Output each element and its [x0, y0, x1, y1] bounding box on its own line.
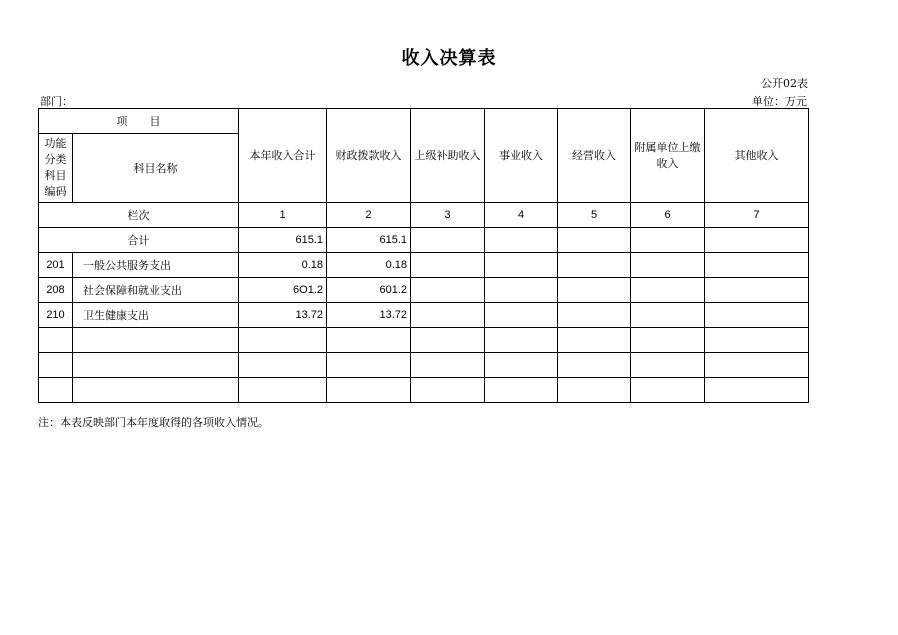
- total-label: 合计: [39, 228, 239, 253]
- table-cell: [485, 328, 558, 353]
- page-title: 收入决算表: [401, 48, 497, 69]
- header-col-affiliated: 附属单位上缴收入: [631, 109, 705, 203]
- row-code: 201: [39, 253, 73, 278]
- table-cell: 615.1: [239, 228, 327, 253]
- header-item: 项 目: [39, 109, 239, 134]
- table-cell: [631, 328, 705, 353]
- col-number: 3: [411, 203, 485, 228]
- table-cell: [411, 328, 485, 353]
- table-cell: [558, 278, 631, 303]
- header-subject-name: 科目名称: [73, 134, 239, 203]
- table-cell: [411, 278, 485, 303]
- col-number: 4: [485, 203, 558, 228]
- col-number: 6: [631, 203, 705, 228]
- table-cell: [705, 328, 809, 353]
- col-row-label: 栏次: [39, 203, 239, 228]
- table-cell: [705, 353, 809, 378]
- table-cell: [558, 353, 631, 378]
- row-name: 一般公共服务支出: [73, 253, 239, 278]
- table-row: [39, 303, 809, 328]
- table-cell: [705, 303, 809, 328]
- table-cell: [631, 303, 705, 328]
- table-row: [39, 278, 809, 303]
- col-number: 7: [705, 203, 809, 228]
- table-cell: 6O1.2: [239, 278, 327, 303]
- table-cell: [327, 353, 411, 378]
- table-row: [39, 378, 809, 403]
- table-cell: [411, 253, 485, 278]
- table-cell: [239, 353, 327, 378]
- department-label: 部门：: [40, 95, 73, 108]
- header-func-code: 功能分类科目编码: [39, 134, 73, 203]
- table-cell: [327, 328, 411, 353]
- table-cell: [239, 378, 327, 403]
- table-cell: [558, 253, 631, 278]
- table-cell: [705, 378, 809, 403]
- header-col-operating: 经营收入: [558, 109, 631, 203]
- header-col-subsidy: 上级补助收入: [411, 109, 485, 203]
- table-cell: [239, 328, 327, 353]
- form-code: 公开02表: [761, 77, 808, 90]
- table-cell: [558, 328, 631, 353]
- table-cell: [631, 253, 705, 278]
- table-cell: [485, 378, 558, 403]
- table-cell: [485, 253, 558, 278]
- col-number: 1: [239, 203, 327, 228]
- row-name: [73, 353, 239, 378]
- header-col-business: 事业收入: [485, 109, 558, 203]
- row-name: 卫生健康支出: [73, 303, 239, 328]
- table-cell: [558, 228, 631, 253]
- table-cell: [485, 353, 558, 378]
- header-col-fiscal: 财政拨款收入: [327, 109, 411, 203]
- table-cell: 0.18: [327, 253, 411, 278]
- table-cell: [411, 228, 485, 253]
- table-row: [39, 253, 809, 278]
- table-cell: [631, 353, 705, 378]
- row-name: 社会保障和就业支出: [73, 278, 239, 303]
- table-cell: [631, 378, 705, 403]
- table-cell: [327, 378, 411, 403]
- table-cell: 13.72: [239, 303, 327, 328]
- table-cell: [485, 278, 558, 303]
- table-cell: [411, 303, 485, 328]
- table-cell: [411, 353, 485, 378]
- table-cell: 0.18: [239, 253, 327, 278]
- table-cell: [411, 378, 485, 403]
- table-row: [39, 328, 809, 353]
- table-cell: [705, 278, 809, 303]
- row-code: [39, 378, 73, 403]
- col-number: 2: [327, 203, 411, 228]
- table-cell: [485, 228, 558, 253]
- table-row: [39, 353, 809, 378]
- row-name: [73, 378, 239, 403]
- total-row: [39, 228, 809, 253]
- row-code: [39, 353, 73, 378]
- table-note: 注：本表反映部门本年度取得的各项收入情况。: [38, 416, 269, 429]
- table-cell: 13.72: [327, 303, 411, 328]
- row-name: [73, 328, 239, 353]
- table-cell: [558, 303, 631, 328]
- unit-label: 单位：万元: [752, 95, 807, 108]
- table-cell: [705, 253, 809, 278]
- table-cell: 615.1: [327, 228, 411, 253]
- row-code: 208: [39, 278, 73, 303]
- header-col-total: 本年收入合计: [239, 109, 327, 203]
- row-code: 210: [39, 303, 73, 328]
- header-col-other: 其他收入: [705, 109, 809, 203]
- row-code: [39, 328, 73, 353]
- table-cell: 601.2: [327, 278, 411, 303]
- table-cell: [485, 303, 558, 328]
- income-table: [38, 108, 809, 403]
- table-cell: [631, 228, 705, 253]
- table-cell: [631, 278, 705, 303]
- col-number: 5: [558, 203, 631, 228]
- table-cell: [705, 228, 809, 253]
- table-cell: [558, 378, 631, 403]
